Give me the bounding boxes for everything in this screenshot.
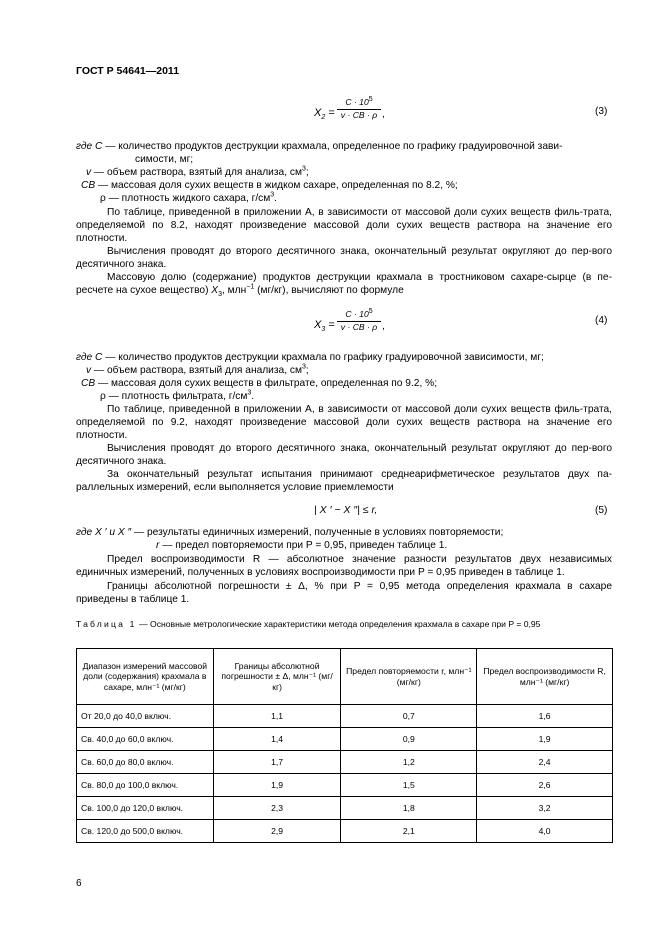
paragraph-calc-2: Вычисления проводят до второго десятичного знака, окончательный результат округляют до пер-вого десятичного знака. [76,443,612,467]
def-cb: CB — массовая доля сухих веществ в жидком сахаре, определенная по 8.2, %; [81,180,458,191]
header-repeatability: Предел повторяемости r, млн⁻¹ (мг/кг) [341,649,477,705]
table-header-row [77,649,613,705]
def-r: r — предел повторяемости при P = 0,95, приведен таблице 1. [156,540,448,551]
formula-3-number: (3) [595,106,608,117]
formula-3-fraction: $\frac{C \cdot 10^5}{v \cdot CB \cdot \rho}$ [337,97,381,121]
formula-3-lhs: $X_2$ = [314,107,335,122]
paragraph-table-a-2: По таблице, приведенной в приложении А, в зависимости от массовой доли сухих веществ филь-трата, определяемой по 9.2, находят произведение массовой доли сухих веществ раствора на значение его плотности. [76,404,612,441]
table-row: Св. 60,0 до 80,0 включ. 1,7 1,2 2,4 [77,751,613,774]
def-c: где C — количество продуктов деструкции крахмала, определенное по графику градуировочной зави- [76,141,563,152]
definitions-formula-5 [76,526,612,552]
table-row: Св. 40,0 до 60,0 включ. 1,4 0,9 1,9 [77,728,613,751]
definitions-formula-3 [76,140,612,205]
formula-5-expression: | X ′ − X ″| ≤ r, [314,504,378,516]
header-range: Диапазон измерений массовой доли (содержания) крахмала в сахаре, млн⁻¹ (мг/кг) [77,649,214,705]
metrology-table [76,648,613,843]
table-row: Св. 100,0 до 120,0 включ. 2,3 1,8 3,2 [77,797,613,820]
def-rho: ρ — плотность жидкого сахара, $г/см^3$. [100,191,278,204]
formula-5 [0,504,661,520]
paragraph-calc-1: Вычисления проводят до второго десятичного знака, окончательный результат округляют до пер-вого десятичного знака. [76,246,612,270]
definitions-formula-4 [76,351,612,403]
def-c: где C — количество продуктов деструкции крахмала по графику градуировочной зависимости, мг; [76,352,544,363]
header-error: Границы абсолютной погрешности ± Δ, млн⁻¹ (мг/кг) [213,649,341,705]
table-caption: Таблица 1 — Основные метрологические характеристики метода определения крахмала в сахаре при P = 0,95 [76,619,541,629]
table-row: От 20,0 до 40,0 включ. 1,1 0,7 1,6 [77,705,613,728]
paragraph-table-a-1: По таблице, приведенной в приложении А, в зависимости от массовой доли сухих веществ филь-тратa, определяемой по 8.2, находят произведение массовой доли сухих веществ раствора на значение его плотности. [76,207,612,244]
formula-4-number: (4) [595,315,608,326]
formula-4: $X_3$ = $\frac{C \cdot 10^5}{v \cdot CB \cdot \rho}$ , (4) [314,308,608,334]
paragraph-final-result: За окончательный результат испытания принимают среднеарифметическое результатов двух па-раллельных измерений, если выполняется условие приемлемости [76,469,612,493]
def-v: v — объем раствора, взятый для анализа, $см^3$; [86,165,309,178]
formula-3: $X_2$ = $\frac{C \cdot 10^5}{v \cdot CB \cdot \rho}$ , (3) [314,96,608,122]
document-header: ГОСТ Р 54641—2011 [76,65,180,77]
paragraph-reproducibility: Предел воспроизводимости R — абсолютное значение разности результатов двух независимых единичных измерений, полученных в условиях воспроизводимости при P = 0,95 приведен в таблице 1. [76,554,612,578]
paragraph-mass-fraction: Массовую долю (содержание) продуктов деструкции крахмала в тростниковом сахаре-сырце (в пе-ресчете на сухое вещество) $X_3$, млн$^{-1}$ (мг/кг), вычисляют по формуле [76,272,612,299]
page-number: 6 [76,878,82,889]
def-rho: ρ — плотность фильтрата, $г/см^3$. [100,389,255,402]
def-c-continued: симости, мг; [135,154,194,165]
formula-5-number: (5) [595,505,608,516]
formula-4-fraction: $\frac{C \cdot 10^5}{v \cdot CB \cdot \rho}$ [337,309,381,333]
paragraph-error-limits: Границы абсолютной погрешности ± Δ, % при P = 0,95 метода определения крахмала в сахаре приведены в таблице 1. [76,581,612,605]
formula-4-lhs: $X_3$ = [314,319,335,334]
def-x: где X ′ и X ″ — результаты единичных измерений, полученные в условиях повторяемости; [76,527,504,538]
def-cb: CB — массовая доля сухих веществ в фильтрате, определенная по 9.2, %; [81,378,438,389]
table-row: Св. 80,0 до 100,0 включ. 1,9 1,5 2,6 [77,774,613,797]
table-row: Св. 120,0 до 500,0 включ. 2,9 2,1 4,0 [77,820,613,843]
header-reproducibility: Предел воспроизводимости R, млн⁻¹ (мг/кг) [477,649,613,705]
def-v: v — объем раствора, взятый для анализа, $см^3$; [86,363,309,376]
